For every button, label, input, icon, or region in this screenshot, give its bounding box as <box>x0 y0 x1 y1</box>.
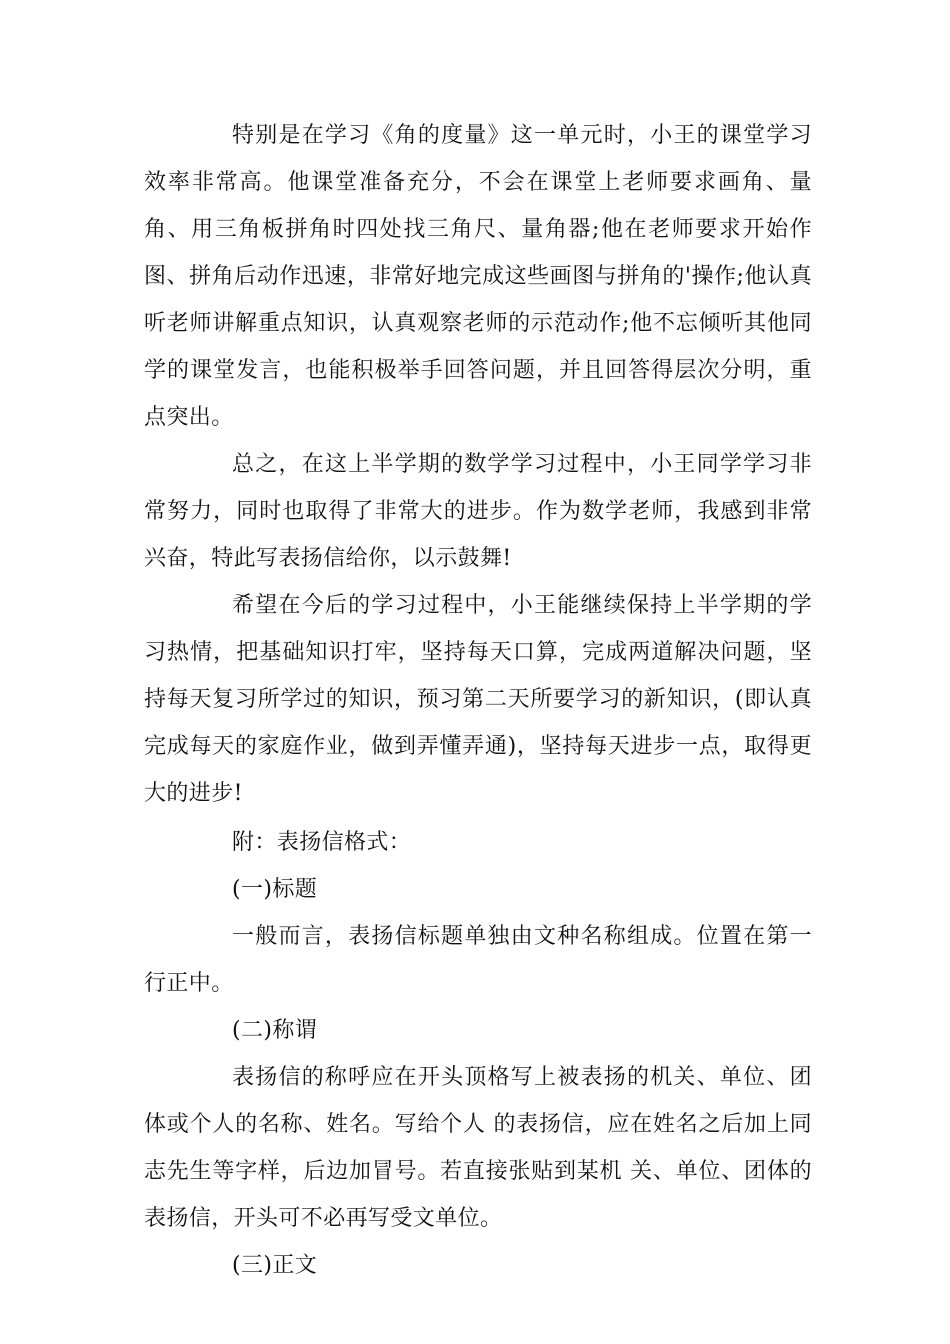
paragraph-appendix-heading: 附：表扬信格式： <box>232 830 412 855</box>
paragraph-study-efficiency: 特别是在学习《角的度量》这一单元时，小王的课堂学习效率非常高。他课堂准备充分，不会在课堂上老师要求画角、量角、用三角板拼角时四处找三角尺、量角器;他在老师要求开始作图、拼角后动作迅速，非常好地完成这些画图与拼角的'操作;他认真听老师讲解重点知识，认真观察老师的示范动作;他不忘倾听其他同学的课堂发言，也能积极举手回答问题，并且回答得层次分明，重点突出。 <box>144 123 812 430</box>
section-heading-body: (三)正文 <box>232 1253 318 1278</box>
paragraph-summary: 总之，在这上半学期的数学学习过程中，小王同学学习非常努力，同时也取得了非常大的进步。作为数学老师，我感到非常兴奋，特此写表扬信给你，以示鼓舞! <box>144 452 812 571</box>
paragraph-hope: 希望在今后的学习过程中，小王能继续保持上半学期的学习热情，把基础知识打牢，坚持每天口算，完成两道解决问题，坚持每天复习所学过的知识，预习第二天所要学习的新知识，(即认真完成每天的家庭作业，做到弄懂弄通)，坚持每天进步一点，取得更大的进步! <box>144 593 812 806</box>
section-heading-salutation: (二)称谓 <box>232 1018 318 1043</box>
paragraph-salutation-desc: 表扬信的称呼应在开头顶格写上被表扬的机关、单位、团体或个人的名称、姓名。写给个人 的表扬信，应在姓名之后加上同志先生等字样，后边加冒号。若直接张贴到某机 关、单位、团体的表扬信，开头可不必再写受文单位。 <box>144 1065 812 1231</box>
section-heading-title: (一)标题 <box>232 877 318 902</box>
document-body <box>144 112 812 1289</box>
paragraph-title-desc: 一般而言，表扬信标题单独由文种名称组成。位置在第一行正中。 <box>144 924 812 996</box>
